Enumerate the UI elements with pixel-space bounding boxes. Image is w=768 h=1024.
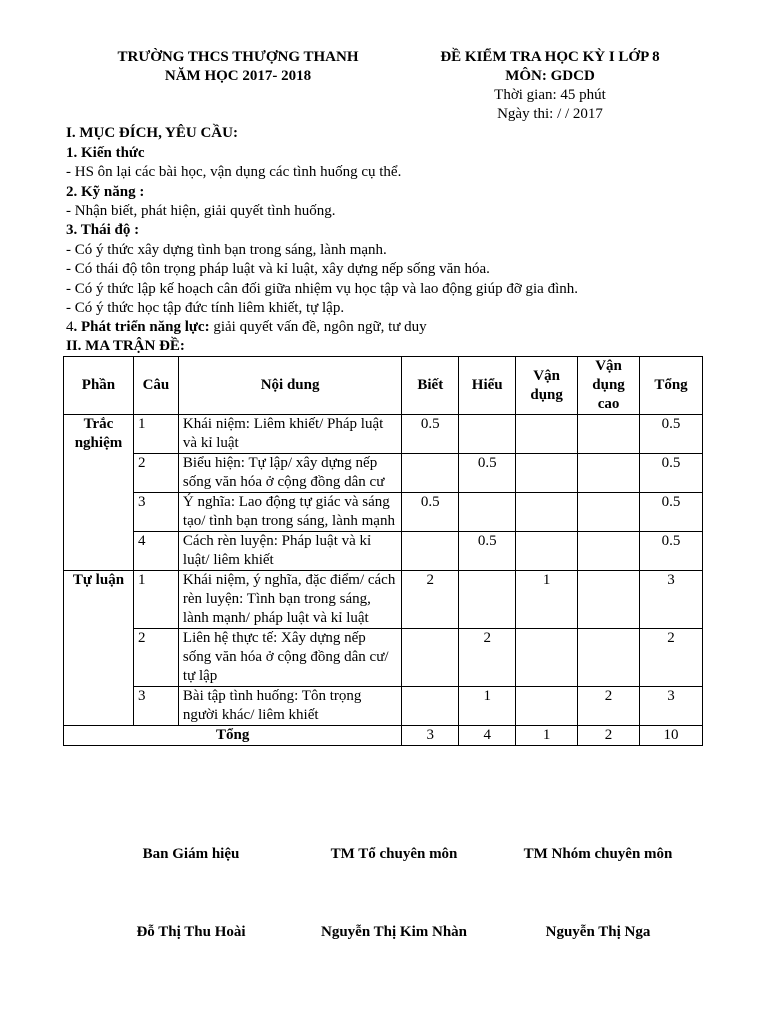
cell-apply (516, 532, 578, 571)
attitude-item-3: - Có ý thức lập kế hoạch cân đối giữa nhiệm vụ học tập và lao động giúp đỡ gia đình. (66, 281, 578, 297)
table-row (64, 493, 703, 532)
cell-understand: 1 (459, 687, 516, 726)
table-row (64, 415, 703, 454)
cell-apply: 1 (516, 571, 578, 629)
cell-apply-high (578, 415, 640, 454)
school-name: TRƯỜNG THCS THƯỢNG THANH (117, 49, 359, 65)
cell-understand: 0.5 (459, 454, 516, 493)
skill-item: - Nhận biết, phát hiện, giải quyết tình huống. (66, 203, 336, 219)
skill-title: 2. Kỹ năng : (66, 184, 145, 200)
competence-number: 4 (66, 319, 74, 335)
cell-apply (516, 687, 578, 726)
table-row (64, 532, 703, 571)
cell-understand: 2 (459, 629, 516, 687)
cell-question: 2 (133, 454, 178, 493)
cell-understand: 0.5 (459, 532, 516, 571)
total-apply-high: 2 (578, 726, 640, 746)
total-label: Tổng (64, 726, 402, 746)
cell-know (402, 454, 459, 493)
attitude-item-4: - Có ý thức học tập đức tính liêm khiết, tự lập. (66, 300, 345, 316)
header-understand: Hiểu (459, 357, 516, 415)
exam-subject: MÔN: GDCD (505, 68, 595, 84)
section-objectives-heading: I. MỤC ĐÍCH, YÊU CẦU: (66, 125, 238, 141)
exam-date: Ngày thi: / / 2017 (497, 106, 603, 122)
cell-understand (459, 493, 516, 532)
cell-question: 4 (133, 532, 178, 571)
competence-title: . Phát triển năng lực: (73, 319, 210, 335)
cell-question: 3 (133, 493, 178, 532)
cell-apply-high (578, 454, 640, 493)
cell-content: Khái niệm: Liêm khiết/ Pháp luật và kỉ luật (178, 415, 401, 454)
cell-content: Biểu hiện: Tự lập/ xây dựng nếp sống văn hóa ở cộng đồng dân cư (178, 454, 401, 493)
header-total: Tổng (640, 357, 703, 415)
cell-apply (516, 493, 578, 532)
attitude-title: 3. Thái độ : (66, 222, 140, 238)
table-row (64, 629, 703, 687)
cell-total: 0.5 (640, 454, 703, 493)
cell-know: 0.5 (402, 415, 459, 454)
header-content: Nội dung (178, 357, 401, 415)
signature-name-department: Nguyễn Thị Kim Nhàn (320, 924, 467, 940)
cell-know: 0.5 (402, 493, 459, 532)
cell-understand (459, 571, 516, 629)
attitude-item-2: - Có thái độ tôn trọng pháp luật và kỉ luật, xây dựng nếp sống văn hóa. (66, 261, 490, 277)
total-understand: 4 (459, 726, 516, 746)
school-year: NĂM HỌC 2017- 2018 (164, 68, 312, 84)
signature-title-group: TM Nhóm chuyên môn (523, 846, 673, 862)
cell-content: Bài tập tình huống: Tôn trọng người khác/ liêm khiết (178, 687, 401, 726)
cell-question: 3 (133, 687, 178, 726)
cell-content: Khái niệm, ý nghĩa, đặc điểm/ cách rèn luyện: Tình bạn trong sáng, lành mạnh/ pháp luật và kỉ luật (178, 571, 401, 629)
cell-total: 3 (640, 571, 703, 629)
cell-total: 0.5 (640, 415, 703, 454)
table-total-row (64, 726, 703, 746)
cell-apply (516, 629, 578, 687)
cell-apply (516, 415, 578, 454)
exam-matrix-table (63, 356, 703, 746)
cell-apply-high: 2 (578, 687, 640, 726)
cell-know (402, 532, 459, 571)
signature-title-principal: Ban Giám hiệu (142, 846, 240, 862)
total-total: 10 (640, 726, 703, 746)
cell-content: Cách rèn luyện: Pháp luật và kỉ luật/ liêm khiết (178, 532, 401, 571)
competence-line (66, 318, 427, 337)
table-row (64, 454, 703, 493)
section-essay: Tự luận (64, 571, 134, 726)
school-header (88, 48, 388, 86)
exam-time: Thời gian: 45 phút (494, 87, 606, 103)
header-part: Phần (64, 357, 134, 415)
total-know: 3 (402, 726, 459, 746)
cell-apply (516, 454, 578, 493)
cell-apply-high (578, 571, 640, 629)
attitude-item-1: - Có ý thức xây dựng tình bạn trong sáng, lành mạnh. (66, 242, 387, 258)
header-know: Biết (402, 357, 459, 415)
knowledge-title: 1. Kiến thức (66, 145, 145, 161)
section-multiple-choice: Trắc nghiệm (64, 415, 134, 571)
cell-content: Ý nghĩa: Lao động tự giác và sáng tạo/ tình bạn trong sáng, lành mạnh (178, 493, 401, 532)
exam-header (400, 48, 700, 124)
cell-apply-high (578, 532, 640, 571)
signature-name-principal: Đỗ Thị Thu Hoài (136, 924, 246, 940)
table-row (64, 687, 703, 726)
cell-content: Liên hệ thực tế: Xây dựng nếp sống văn hóa ở cộng đồng dân cư/ tự lập (178, 629, 401, 687)
cell-question: 1 (133, 415, 178, 454)
cell-understand (459, 415, 516, 454)
cell-know (402, 687, 459, 726)
cell-total: 2 (640, 629, 703, 687)
cell-question: 2 (133, 629, 178, 687)
table-row (64, 571, 703, 629)
competence-text: giải quyết vấn đề, ngôn ngữ, tư duy (209, 319, 427, 335)
cell-total: 0.5 (640, 532, 703, 571)
cell-know (402, 629, 459, 687)
header-apply: Vận dụng (516, 357, 578, 415)
table-header-row (64, 357, 703, 415)
matrix-heading: II. MA TRẬN ĐỀ: (66, 338, 185, 354)
cell-question: 1 (133, 571, 178, 629)
total-apply: 1 (516, 726, 578, 746)
header-apply-high: Vận dụng cao (578, 357, 640, 415)
header-question: Câu (133, 357, 178, 415)
exam-title: ĐỀ KIỂM TRA HỌC KỲ I LỚP 8 (440, 49, 660, 65)
cell-total: 3 (640, 687, 703, 726)
cell-apply-high (578, 629, 640, 687)
signature-title-department: TM Tổ chuyên môn (330, 846, 458, 862)
cell-know: 2 (402, 571, 459, 629)
signature-name-group: Nguyễn Thị Nga (545, 924, 651, 940)
cell-apply-high (578, 493, 640, 532)
knowledge-item: - HS ôn lại các bài học, vận dụng các tình huống cụ thể. (66, 164, 402, 180)
cell-total: 0.5 (640, 493, 703, 532)
